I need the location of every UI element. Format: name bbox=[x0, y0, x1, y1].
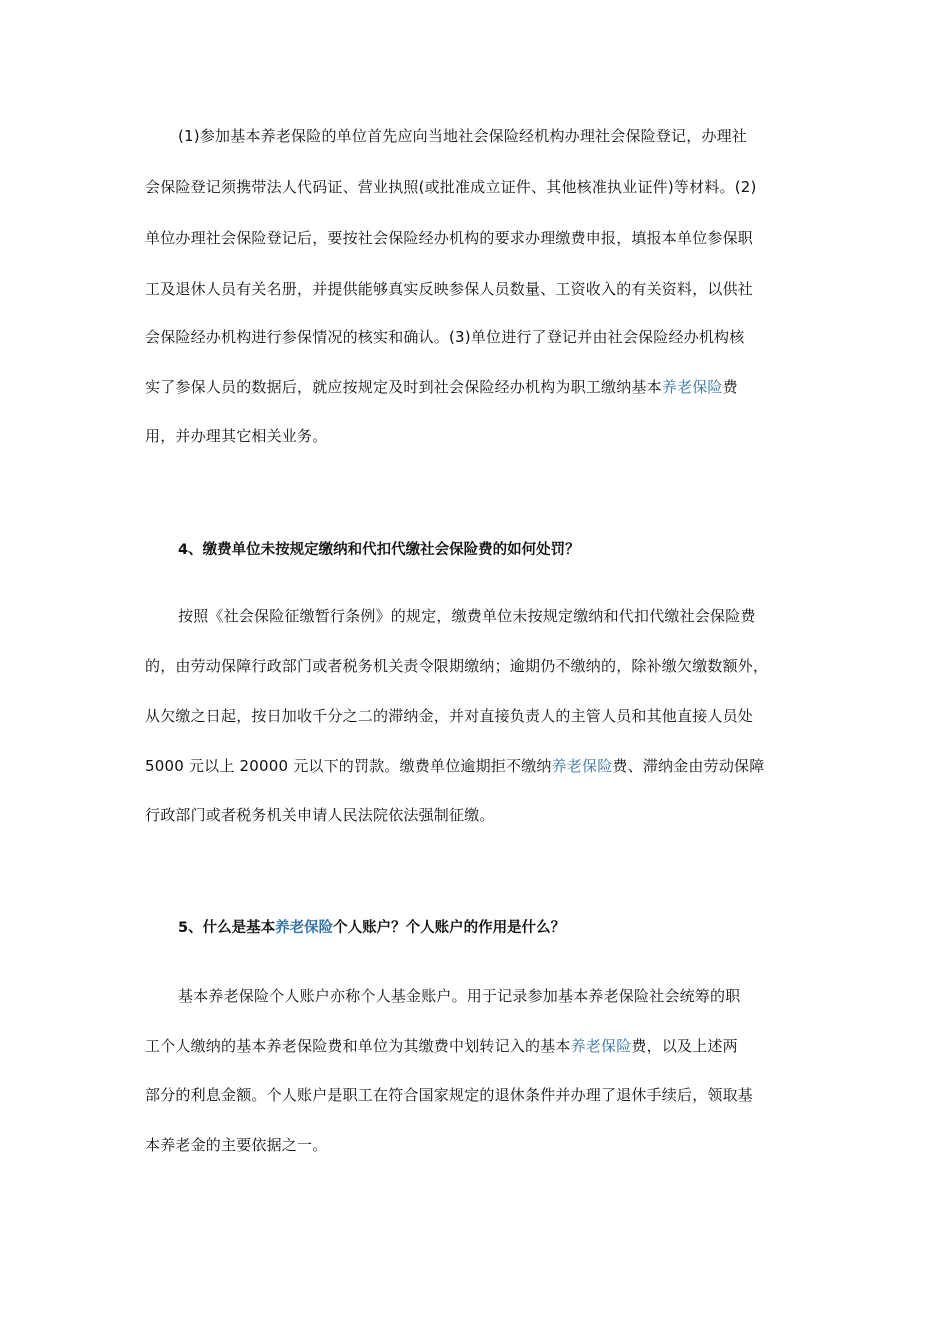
section-5-heading-text: 5、什么是基本 bbox=[178, 920, 276, 936]
pension-insurance-link[interactable]: 养老保险 bbox=[551, 757, 613, 775]
section-5-heading bbox=[178, 918, 565, 938]
intro-line-4: 工及退休人员有关名册，并提供能够真实反映参保人员数量、工资收入的有关资料，以供社 bbox=[145, 280, 754, 298]
section-5-line-4: 本养老金的主要依据之一。 bbox=[145, 1136, 328, 1154]
section-4-line-4 bbox=[145, 756, 810, 776]
section-5-heading-tail: 个人账户？个人账户的作用是什么？ bbox=[333, 920, 566, 936]
intro-line-6-text: 实了参保人员的数据后，就应按规定及时到社会保险经办机构为职工缴纳基本 bbox=[145, 378, 662, 396]
section-5-line-2 bbox=[145, 1036, 810, 1056]
intro-line-6 bbox=[145, 377, 810, 397]
section-5-line-1: 基本养老保险个人账户亦称个人基金账户。用于记录参加基本养老保险社会统筹的职 bbox=[178, 987, 741, 1005]
section-4-line-4-text: 5000 元以上 20000 元以下的罚款。缴费单位逾期拒不缴纳 bbox=[145, 757, 552, 775]
pension-insurance-link[interactable]: 养老保险 bbox=[275, 920, 334, 936]
section-4-line-2: 的，由劳动保障行政部门或者税务机关责令限期缴纳；逾期仍不缴纳的，除补缴欠缴数额外， bbox=[145, 657, 769, 675]
section-5-line-2-text: 工个人缴纳的基本养老保险费和单位为其缴费中划转记入的基本 bbox=[145, 1037, 571, 1055]
intro-line-3: 单位办理社会保险登记后，要按社会保险经办机构的要求办理缴费申报，填报本单位参保职 bbox=[145, 229, 754, 247]
section-5-line-3: 部分的利息金额。个人账户是职工在符合国家规定的退休条件并办理了退休手续后，领取基 bbox=[145, 1086, 754, 1104]
intro-line-7: 用，并办理其它相关业务。 bbox=[145, 427, 328, 445]
pension-insurance-link[interactable]: 养老保险 bbox=[570, 1037, 632, 1055]
intro-line-1: (1)参加基本养老保险的单位首先应向当地社会保险经机构办理社会保险登记，办理社 bbox=[178, 127, 748, 145]
intro-line-6-tail: 费 bbox=[722, 378, 738, 396]
pension-insurance-link[interactable]: 养老保险 bbox=[661, 378, 723, 396]
section-4-line-3: 从欠缴之日起，按日加收千分之二的滞纳金，并对直接负责人的主管人员和其他直接人员处 bbox=[145, 707, 754, 725]
section-4-line-5: 行政部门或者税务机关申请人民法院依法强制征缴。 bbox=[145, 806, 495, 824]
intro-line-2: 会保险登记须携带法人代码证、营业执照(或批准成立证件、其他核准执业证件)等材料。(2) bbox=[145, 178, 757, 196]
section-5-line-2-tail: 费，以及上述两 bbox=[631, 1037, 738, 1055]
intro-line-5: 会保险经办机构进行参保情况的核实和确认。(3)单位进行了登记并由社会保险经办机构核 bbox=[145, 328, 745, 346]
section-4-heading: 4、缴费单位未按规定缴纳和代扣代缴社会保险费的如何处罚？ bbox=[178, 542, 580, 558]
section-4-line-4-tail: 费、滞纳金由劳动保障 bbox=[612, 757, 765, 775]
section-4-line-1: 按照《社会保险征缴暂行条例》的规定，缴费单位未按规定缴纳和代扣代缴社会保险费 bbox=[178, 607, 756, 625]
